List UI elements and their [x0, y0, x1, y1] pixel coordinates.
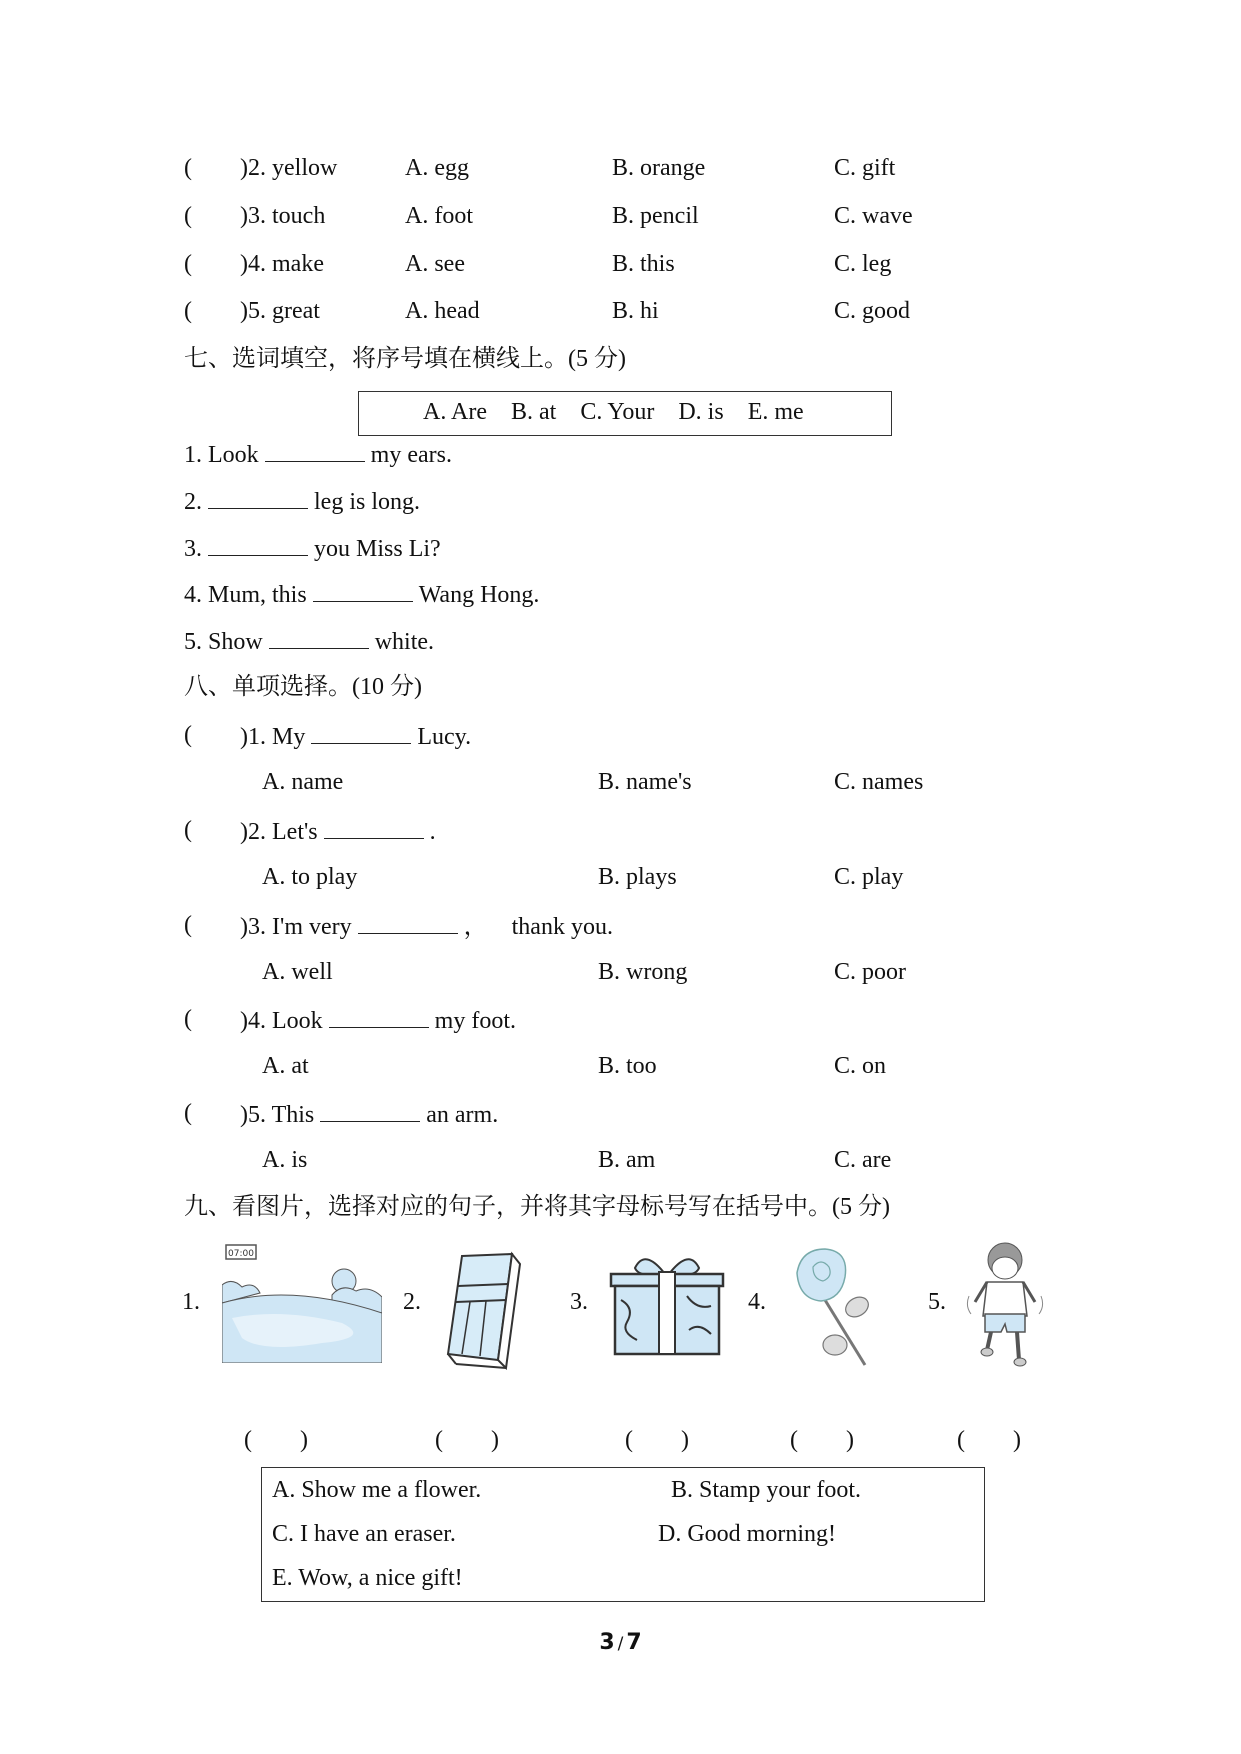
question-word: )4. make — [240, 251, 324, 277]
picture-number: 5. — [928, 1289, 946, 1315]
picture-number: 2. — [403, 1289, 421, 1315]
answer-paren-open[interactable]: ( — [184, 155, 192, 181]
option-b: B. hi — [612, 298, 659, 324]
answer-blank[interactable]: ( ) — [790, 1427, 854, 1453]
rose-flower-icon — [785, 1245, 885, 1370]
option-c: C. names — [834, 769, 924, 795]
question-word: )3. touch — [240, 203, 326, 229]
fill-item: 3. you Miss Li? — [184, 536, 441, 562]
picture-number: 1. — [182, 1289, 200, 1315]
question-text: )3. I'm very ， thank you. — [240, 914, 613, 940]
option-a: A. well — [262, 959, 333, 985]
blank — [320, 1101, 420, 1122]
answer-blank[interactable]: ( ) — [244, 1427, 308, 1453]
section7-heading: 七、选词填空，将序号填在横线上。(5 分) — [184, 346, 626, 372]
answer-paren-open[interactable]: ( — [184, 1100, 192, 1126]
answer-paren-open[interactable]: ( — [184, 251, 192, 277]
option-a: A. at — [262, 1053, 309, 1079]
blank — [324, 818, 424, 839]
option-c: C. play — [834, 864, 904, 890]
option-b: B. pencil — [612, 203, 699, 229]
page-current: 3 — [599, 1630, 615, 1655]
option-c: C. are — [834, 1147, 892, 1173]
word-bank-text: A. Are B. at C. Your D. is E. me — [423, 399, 804, 425]
option-a: A. Show me a flower. — [272, 1477, 482, 1503]
answer-paren-open[interactable]: ( — [184, 1006, 192, 1032]
blank — [358, 913, 458, 934]
answer-paren-open[interactable]: ( — [184, 203, 192, 229]
option-b: B. am — [598, 1147, 656, 1173]
answer-blank[interactable]: ( ) — [625, 1427, 689, 1453]
blank-input[interactable] — [265, 441, 365, 462]
option-a: A. is — [262, 1147, 308, 1173]
question-text: )4. Look my foot. — [240, 1008, 516, 1034]
option-b: B. name's — [598, 769, 692, 795]
option-c: C. on — [834, 1053, 887, 1079]
sentence-options-box — [261, 1467, 985, 1602]
answer-paren-open[interactable]: ( — [184, 817, 192, 843]
question-word: )2. yellow — [240, 155, 338, 181]
option-c: C. poor — [834, 959, 906, 985]
eraser-icon — [440, 1250, 525, 1370]
option-b: B. this — [612, 251, 675, 277]
picture-number: 4. — [748, 1289, 766, 1315]
option-b: B. plays — [598, 864, 677, 890]
page-total: 7 — [626, 1630, 642, 1655]
blank — [329, 1007, 429, 1028]
word-bank-box — [358, 391, 892, 436]
blank-input[interactable] — [208, 535, 308, 556]
fill-item: 4. Mum, this Wang Hong. — [184, 582, 540, 608]
answer-blank[interactable]: ( ) — [435, 1427, 499, 1453]
option-a: A. head — [405, 298, 480, 324]
option-b: B. too — [598, 1053, 657, 1079]
option-a: A. egg — [405, 155, 469, 181]
blank-input[interactable] — [269, 628, 369, 649]
page-number — [0, 1630, 1241, 1655]
fill-item: 5. Show white. — [184, 629, 435, 655]
option-c: C. leg — [834, 251, 892, 277]
fill-item: 2. leg is long. — [184, 489, 420, 515]
question-text: )2. Let's . — [240, 819, 436, 845]
option-a: A. foot — [405, 203, 473, 229]
question-text: )1. My Lucy. — [240, 724, 472, 750]
clock-time: 07:00 — [228, 1249, 254, 1259]
option-c: C. gift — [834, 155, 896, 181]
question-word: )5. great — [240, 298, 320, 324]
gift-box-icon — [607, 1250, 727, 1360]
option-c: C. good — [834, 298, 911, 324]
option-a: A. see — [405, 251, 465, 277]
option-a: A. name — [262, 769, 344, 795]
blank — [311, 723, 411, 744]
option-d: D. Good morning! — [658, 1521, 836, 1547]
question-text: )5. This an arm. — [240, 1102, 499, 1128]
answer-paren-open[interactable]: ( — [184, 722, 192, 748]
boy-stamping-foot-icon — [965, 1240, 1045, 1370]
option-b: B. wrong — [598, 959, 688, 985]
picture-number: 3. — [570, 1289, 588, 1315]
fill-item: 1. Look my ears. — [184, 442, 452, 468]
answer-blank[interactable]: ( ) — [957, 1427, 1021, 1453]
option-c: C. wave — [834, 203, 913, 229]
blank-input[interactable] — [208, 488, 308, 509]
option-e: E. Wow, a nice gift! — [272, 1565, 463, 1591]
answer-paren-open[interactable]: ( — [184, 298, 192, 324]
section9-heading: 九、看图片，选择对应的句子，并将其字母标号写在括号中。(5 分) — [184, 1194, 890, 1220]
option-b: B. orange — [612, 155, 706, 181]
page-separator: / — [617, 1634, 624, 1654]
option-a: A. to play — [262, 864, 358, 890]
answer-paren-open[interactable]: ( — [184, 912, 192, 938]
option-c: C. I have an eraser. — [272, 1521, 456, 1547]
morning-landscape-icon — [222, 1243, 382, 1363]
option-b: B. Stamp your foot. — [671, 1477, 861, 1503]
blank-input[interactable] — [313, 581, 413, 602]
section8-heading: 八、单项选择。(10 分) — [184, 674, 422, 700]
